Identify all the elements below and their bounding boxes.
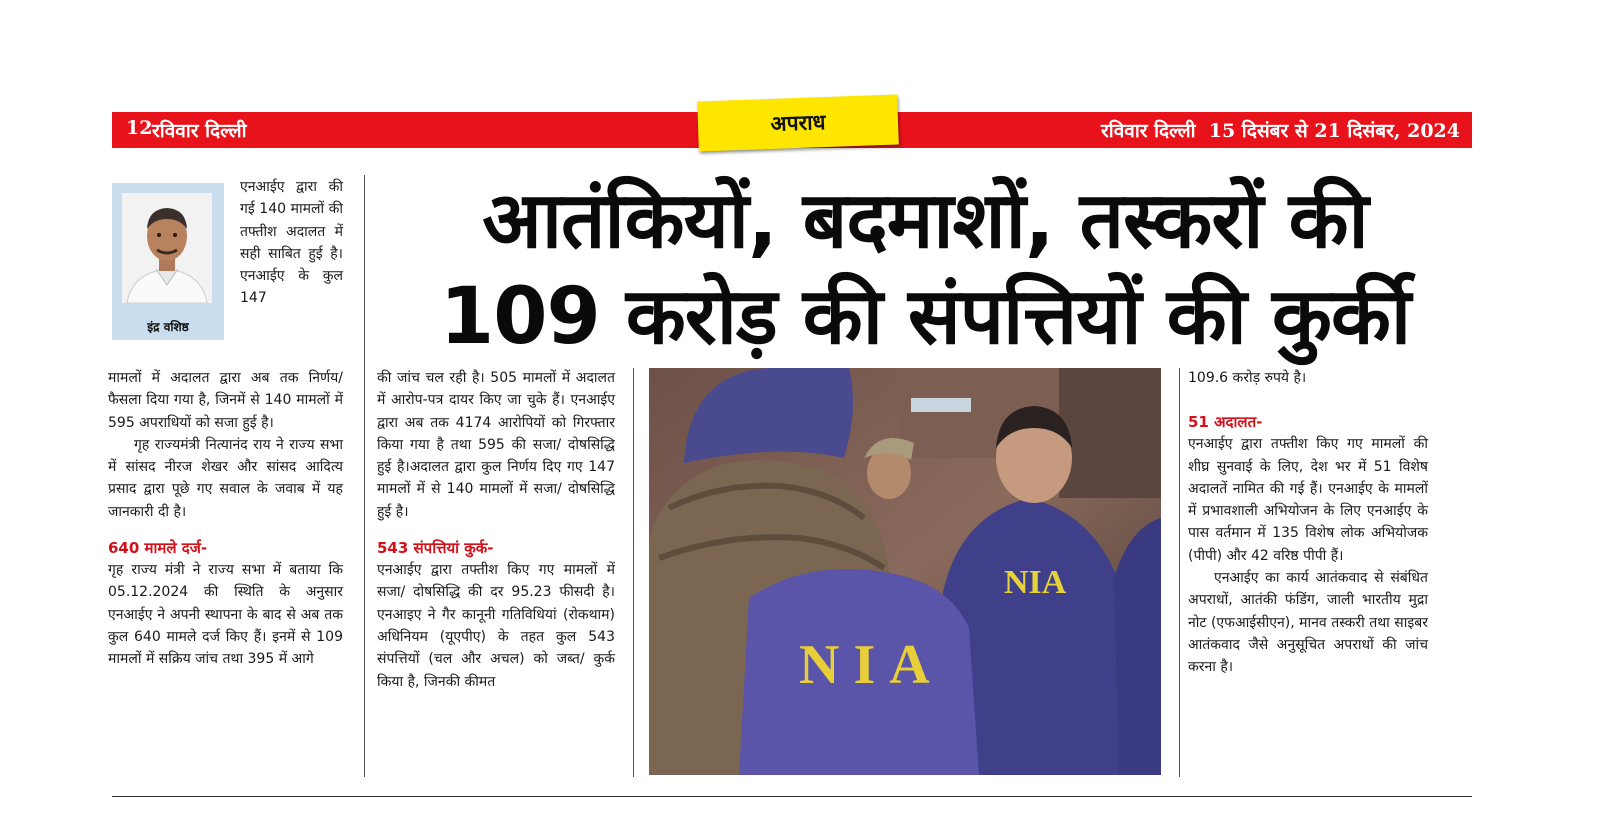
date-range: 15 दिसंबर से 21 दिसंबर, 2024 xyxy=(1208,120,1460,142)
paper-name-right: रविवार दिल्ली xyxy=(1101,120,1196,142)
col4-paragraph-2: एनआईए द्वारा तफ्तीश किए गए मामलों की शीघ्र सुनवाई के लिए, देश भर में 51 विशेष अदालतें नामित की गई हैं। एनआईए के मामलों में प्रभावशाली अभियोजन के लिए एनआईए के पास वर्तमान में 135 विशेष लोक अभियोजक (पीपी) और 42 वरिष्ठ पीपी हैं। xyxy=(1188,436,1428,564)
column-1 xyxy=(108,367,343,671)
page-bottom-rule xyxy=(112,796,1472,797)
paper-name-left: रविवार दिल्ली xyxy=(152,120,247,142)
col4-paragraph-3: एनआईए का कार्य आतंकवाद से संबंधित अपराधों, आतंकी फंडिंग, जाली भारतीय मुद्रा नोट (एफआईसीएन), मानव तस्करी तथा साइबर आतंकवाद जैसे अनुसूचित अपराधों की जांच करना है। xyxy=(1188,570,1428,676)
col1-subhead: 640 मामले दर्ज- xyxy=(108,539,208,558)
col1-paragraph-1: मामलों में अदालत द्वारा अब तक निर्णय/ फैसला दिया गया है, जिनमें से 140 मामलों में 595 अपराधियों को सजा हुई है। xyxy=(108,370,343,431)
col2-subhead: 543 संपत्तियां कुर्क- xyxy=(377,539,494,558)
headline-line-1: आतंकियों, बदमाशों, तस्करों की xyxy=(482,176,1368,266)
headline-line-2: 109 करोड़ की संपत्तियों की कुर्की xyxy=(439,272,1411,362)
col4-paragraph-1: 109.6 करोड़ रुपये है। xyxy=(1188,370,1307,386)
column-rule-2 xyxy=(633,368,634,777)
column-4 xyxy=(1188,367,1428,679)
column-2 xyxy=(377,367,615,693)
col1-paragraph-2: गृह राज्यमंत्री नित्यानंद राय ने राज्य सभा में सांसद नीरज शेखर और सांसद आदित्य प्रसाद द्वारा पूछे गए सवाल के जवाब में यह जानकारी दी है। xyxy=(108,436,343,520)
paper-date-right xyxy=(1101,117,1460,143)
column-rule-1 xyxy=(364,175,365,777)
section-tag: अपराध xyxy=(697,95,899,152)
news-photo xyxy=(649,368,1161,775)
col2-paragraph-2: एनआईए द्वारा तफ्तीश किए गए मामलों में सजा/ दोषसिद्धि की दर 95.23 फीसदी है। एनआइए ने गैर कानूनी गतिविधियां (रोकथाम) अधिनियम (यूएपीए) के तहत कुल 543 संपत्तियों (चल और अचल) को जब्त/ कुर्क किया है, जिनकी कीमत xyxy=(377,562,615,690)
col1-beside-photo: एनआईए द्वारा की गई 140 मामलों की तफ्तीश अदालत में सही साबित हुई है। एनआईए के कुल 147 xyxy=(240,179,343,307)
column-rule-3 xyxy=(1179,368,1180,777)
jacket-text-right: NIA xyxy=(1004,564,1067,601)
col4-subhead: 51 अदालत- xyxy=(1188,413,1263,432)
jacket-text-left: NIA xyxy=(799,634,944,696)
author-photo xyxy=(122,193,212,303)
author-name: इंद्र वशिष्ठ xyxy=(147,320,189,334)
page-number: 12 xyxy=(126,117,153,139)
col2-paragraph-1: की जांच चल रही है। 505 मामलों में अदालत में आरोप-पत्र दायर किए जा चुके हैं। एनआईए द्वारा अब तक 4174 आरोपियों को गिरफ्तार किया गया है तथा 595 की सजा/ दोषसिद्धि हुई है।अदालत द्वारा कुल निर्णय दिए गए 147 मामलों में से 140 मामलों में सजा/ दोषसिद्धि हुई है। xyxy=(377,370,615,520)
col1-paragraph-3: गृह राज्य मंत्री ने राज्य सभा में बताया कि 05.12.2024 की स्थिति के अनुसार एनआईए ने अपनी स्थापना के बाद से अब तक कुल 640 मामले दर्ज किए हैं। इनमें से 109 मामलों में सक्रिय जांच तथा 395 में आगे xyxy=(108,562,343,668)
